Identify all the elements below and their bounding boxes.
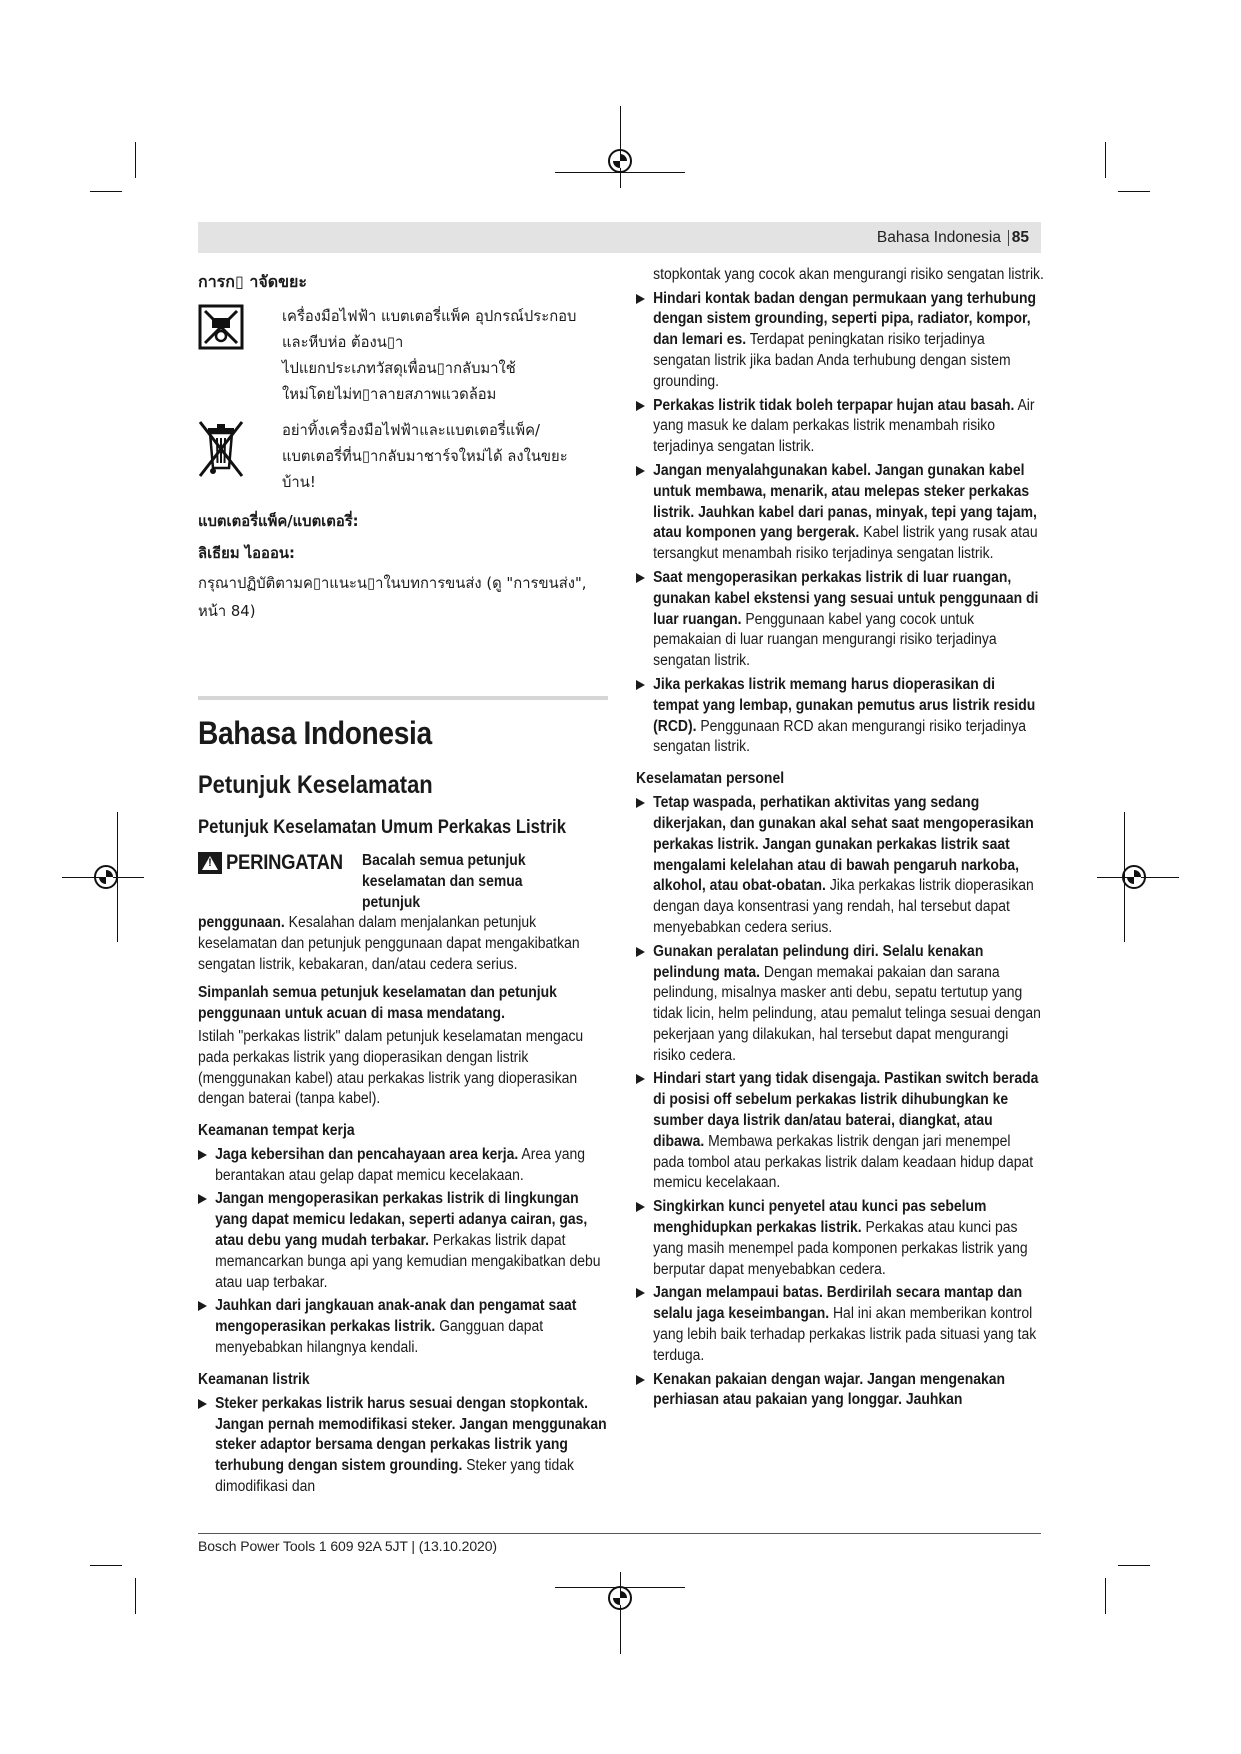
thai-battery-heading: แบตเตอรี่แพ็ค/แบตเตอรี่: xyxy=(198,513,359,530)
warning-text: Kesalahan dalam menjalankan petunjuk keselamatan dan petunjuk penggunaan dapat mengakibatkan sengatan listrik, kebakaran, dan/atau cedera serius. xyxy=(198,914,580,973)
bullet-arrow-icon xyxy=(636,1375,645,1385)
item-body: Gangguan dapat menyebabkan hilangnya kendali. xyxy=(215,1318,544,1356)
bullet-arrow-icon xyxy=(636,573,645,583)
item-body: Kabel listrik yang rusak atau tersangkut menambah risiko terjadinya sengatan listrik. xyxy=(653,524,1038,563)
bullet-arrow-icon xyxy=(636,401,645,411)
item-body: Area yang berantakan atau gelap dapat memicu kecelakaan. xyxy=(215,1145,585,1184)
item-lead: Steker perkakas listrik harus sesuai dengan stopkontak. Jangan pernah memodifikasi steker. Jangan menggunakan steker adaptor bersama dengan perkakas listrik yang terhubung dengan sistem grounding. xyxy=(215,1394,607,1475)
bullet-arrow-icon xyxy=(198,1194,207,1204)
list-item xyxy=(198,1296,608,1358)
list-item xyxy=(198,1189,608,1293)
item-lead: Gunakan peralatan pelindung diri. Selalu kenakan pelindung mata. xyxy=(653,942,984,981)
warning-block xyxy=(198,851,608,913)
crop-mark xyxy=(1118,1565,1150,1566)
registration-line xyxy=(620,106,621,188)
crossed-bin-icon xyxy=(198,418,244,482)
thai-disposal-item-2 xyxy=(198,418,608,496)
item-body: Membawa perkakas listrik dengan jari menempel pada tombol atau perkakas listrik dalam keadaan hidup dapat memicu kecelakaan. xyxy=(653,1132,1034,1192)
crop-mark xyxy=(135,1578,136,1614)
list-item xyxy=(636,675,1044,758)
list-item xyxy=(636,568,1044,672)
item-body: Air yang masuk ke dalam perkakas listrik menambah risiko terjadinya sengatan listrik. xyxy=(653,396,1035,456)
crop-mark xyxy=(90,1565,122,1566)
text-line: อย่าทิ้งเครื่องมือไฟฟ้าและแบตเตอรี่แพ็ค/ xyxy=(282,422,540,439)
page-header xyxy=(198,222,1041,253)
bullet-arrow-icon xyxy=(636,680,645,690)
page-number: 85 xyxy=(1011,229,1029,246)
text-line: บ้าน! xyxy=(282,474,316,491)
item-lead: Jangan melampaui batas. Berdirilah secara mantap dan selalu jaga keseimbangan. xyxy=(653,1284,1023,1323)
list-item xyxy=(636,461,1044,565)
warning-triangle-icon: ! xyxy=(198,852,222,874)
item-body: Jika perkakas listrik dioperasikan dengan daya konsentrasi yang rendah, hal tersebut dapat menyebabkan cedera serius. xyxy=(653,877,1034,936)
bullet-arrow-icon xyxy=(636,1288,645,1298)
item-lead: Singkirkan kunci penyetel atau kunci pas sebelum menghidupkan perkakas listrik. xyxy=(653,1198,987,1237)
bullet-arrow-icon xyxy=(636,294,645,304)
bullet-arrow-icon xyxy=(636,1074,645,1084)
item-body: Hal ini akan memberikan kontrol yang lebih baik terhadap perkakas listrik pada situasi yang tak terduga. xyxy=(653,1305,1037,1364)
bullet-arrow-icon xyxy=(636,466,645,476)
personal-safety-heading: Keselamatan personel xyxy=(636,770,785,788)
item-body: Penggunaan kabel yang cocok untuk pemakaian di luar ruangan mengurangi risiko terjadinya sengatan listrik. xyxy=(653,610,997,670)
right-column xyxy=(636,265,1044,1414)
item-lead: Hindari kontak badan dengan permukaan yang terhubung dengan sistem grounding, seperti pipa, radiator, kompor, dan lemari es. xyxy=(653,289,1037,349)
item-lead: Jangan menyalahgunakan kabel. Jangan gunakan kabel untuk membawa, menarik, atau melepas steker perkakas listrik. Jauhkan kabel dari panas, minyak, tepi yang tajam, atau komponen yang bergerak. xyxy=(653,461,1037,542)
warning-lead-end: penggunaan. xyxy=(198,914,285,932)
crop-mark xyxy=(1118,191,1150,192)
list-item xyxy=(636,1069,1044,1194)
warning-badge xyxy=(198,851,354,875)
registration-mark-icon xyxy=(608,1586,632,1610)
electrical-safety-heading: Keamanan listrik xyxy=(198,1370,310,1388)
item-body: Perkakas listrik dapat memancarkan bunga api yang kemudian mengakibatkan debu atau uap terbakar. xyxy=(215,1231,601,1291)
thai-lithium-body xyxy=(198,570,608,626)
thai-disposal-text-2 xyxy=(282,418,568,496)
text-line: แบตเตอรี่ที่น▯ากลับมาชาร์จใหม่ได้ ลงในขยะ xyxy=(282,448,568,465)
text-line: ใหม่โดยไม่ท▯าลายสภาพแวดล้อม xyxy=(282,386,497,403)
text-line: เครื่องมือไฟฟ้า แบตเตอรี่แพ็ค อุปกรณ์ประกอบ xyxy=(282,308,577,325)
crop-mark xyxy=(1105,142,1106,178)
crop-mark xyxy=(90,191,122,192)
item-lead: Saat mengoperasikan perkakas listrik di luar ruangan, gunakan kabel ekstensi yang sesuai untuk penggunaan di luar ruangan. xyxy=(653,568,1039,628)
language-section-title: Bahasa Indonesia xyxy=(198,715,432,751)
footer-divider xyxy=(198,1533,1041,1534)
list-item xyxy=(636,1370,1044,1412)
list-item xyxy=(636,289,1044,393)
registration-mark-icon xyxy=(608,149,632,173)
crop-mark xyxy=(1105,1578,1106,1614)
item-body: Terdapat peningkatan risiko terjadinya sengatan listrik jika badan Anda terhubung dengan sistem grounding. xyxy=(653,331,1011,390)
registration-mark-icon xyxy=(94,865,118,889)
item-lead: Tetap waspada, perhatikan aktivitas yang sedang dikerjakan, dan gunakan akal sehat saat mengoperasikan perkakas listrik. Jangan gunakan perkakas listrik saat mengalami kelelahan atau di bawah pengaruh narkoba, alkohol, atau obat-obatan. xyxy=(653,794,1034,895)
item-lead: Jaga kebersihan dan pencahayaan area kerja. xyxy=(215,1145,519,1163)
text-line: และหีบห่อ ต้องน▯า xyxy=(282,334,404,351)
item-lead: Jika perkakas listrik memang harus dioperasikan di tempat yang lembap, gunakan pemutus arus listrik residu (RCD). xyxy=(653,675,1036,735)
bullet-arrow-icon xyxy=(198,1150,207,1160)
thai-lithium-heading: ลิเธียม ไอออน: xyxy=(198,545,295,562)
thai-disposal-title: การก▯ าจัดขยะ xyxy=(198,272,307,291)
thai-disposal-item-1 xyxy=(198,304,608,408)
general-safety-title: Petunjuk Keselamatan Umum Perkakas Listrik xyxy=(198,817,567,838)
bullet-arrow-icon xyxy=(636,798,645,808)
term-definition: Istilah "perkakas listrik" dalam petunjuk keselamatan mengacu pada perkakas listrik yang dioperasikan dengan listrik (menggunakan kabel) atau perkakas listrik yang dioperasikan dengan baterai (tanpa kabel). xyxy=(198,1028,584,1108)
warning-lead xyxy=(362,851,583,913)
work-area-heading: Keamanan tempat kerja xyxy=(198,1121,355,1139)
header-separator xyxy=(1008,230,1009,246)
item-body: Dengan memakai pakaian dan sarana pelindung, misalnya masker anti debu, sepatu tertutup yang tidak licin, helm pelindung, atau pemalut telinga sesuai dengan pekerjaan yang dilakukan, hal tersebut dapat mengurangi risiko cedera. xyxy=(653,963,1041,1064)
warning-label: PERINGATAN xyxy=(226,851,343,874)
item-lead: Hindari start yang tidak disengaja. Pastikan switch berada di posisi off sebelum perkakas listrik dihubungkan ke sumber daya listrik dan/atau baterai, diangkat, atau dibawa. xyxy=(653,1070,1039,1150)
list-item xyxy=(198,1145,608,1187)
item-body: Perkakas atau kunci pas yang masih menempel pada komponen perkakas listrik yang berputar dapat menyebabkan cedera. xyxy=(653,1219,1028,1278)
page-footer: Bosch Power Tools 1 609 92A 5JT | (13.10.2020) xyxy=(198,1538,497,1554)
bullet-arrow-icon xyxy=(636,1202,645,1212)
list-item xyxy=(636,793,1044,939)
text-line: keselamatan dan semua petunjuk xyxy=(362,872,523,911)
item-body: Steker yang tidak dimodifikasi dan xyxy=(215,1457,574,1495)
list-item xyxy=(636,396,1044,458)
continued-text: stopkontak yang cocok akan mengurangi risiko sengatan listrik. xyxy=(653,266,1044,283)
bullet-arrow-icon xyxy=(198,1301,207,1311)
text-line: กรุณาปฏิบัติตามค▯าแนะน▯าในบทการขนส่ง (ดู "การขนส่ง", xyxy=(198,575,587,592)
registration-line xyxy=(620,1572,621,1654)
bullet-arrow-icon xyxy=(636,947,645,957)
item-lead: Jangan mengoperasikan perkakas listrik di lingkungan yang dapat memicu ledakan, seperti adanya cairan, gas, atau debu yang mudah terbakar. xyxy=(215,1190,588,1249)
list-item xyxy=(636,1283,1044,1366)
left-column xyxy=(198,265,608,1501)
safety-title: Petunjuk Keselamatan xyxy=(198,771,433,799)
item-lead: Perkakas listrik tidak boleh terpapar hujan atau basah. xyxy=(653,396,1015,414)
list-item xyxy=(636,942,1044,1067)
registration-mark-icon xyxy=(1122,865,1146,889)
item-body: Penggunaan RCD akan mengurangi risiko terjadinya sengatan listrik. xyxy=(653,717,1027,756)
bullet-arrow-icon xyxy=(198,1399,207,1409)
recycling-symbol-icon xyxy=(198,304,244,350)
thai-disposal-text-1 xyxy=(282,304,576,408)
warning-body xyxy=(198,913,608,975)
text-line: หน้า 84) xyxy=(198,603,256,620)
save-instructions: Simpanlah semua petunjuk keselamatan dan petunjuk penggunaan untuk acuan di masa mendatang. xyxy=(198,984,557,1022)
text-line: ไปแยกประเภทวัสดุเพื่อน▯ากลับมาใช้ xyxy=(282,360,516,377)
item-lead: Kenakan pakaian dengan wajar. Jangan mengenakan perhiasan atau pakaian yang longgar. Jauhkan xyxy=(653,1370,1006,1409)
header-language: Bahasa Indonesia xyxy=(876,229,1001,246)
item-lead: Jauhkan dari jangkauan anak-anak dan pengamat saat mengoperasikan perkakas listrik. xyxy=(215,1297,577,1336)
text-line: Bacalah semua petunjuk xyxy=(362,852,526,869)
crop-mark xyxy=(135,142,136,178)
list-item xyxy=(198,1394,608,1498)
section-divider xyxy=(198,696,608,700)
list-item xyxy=(636,1197,1044,1280)
